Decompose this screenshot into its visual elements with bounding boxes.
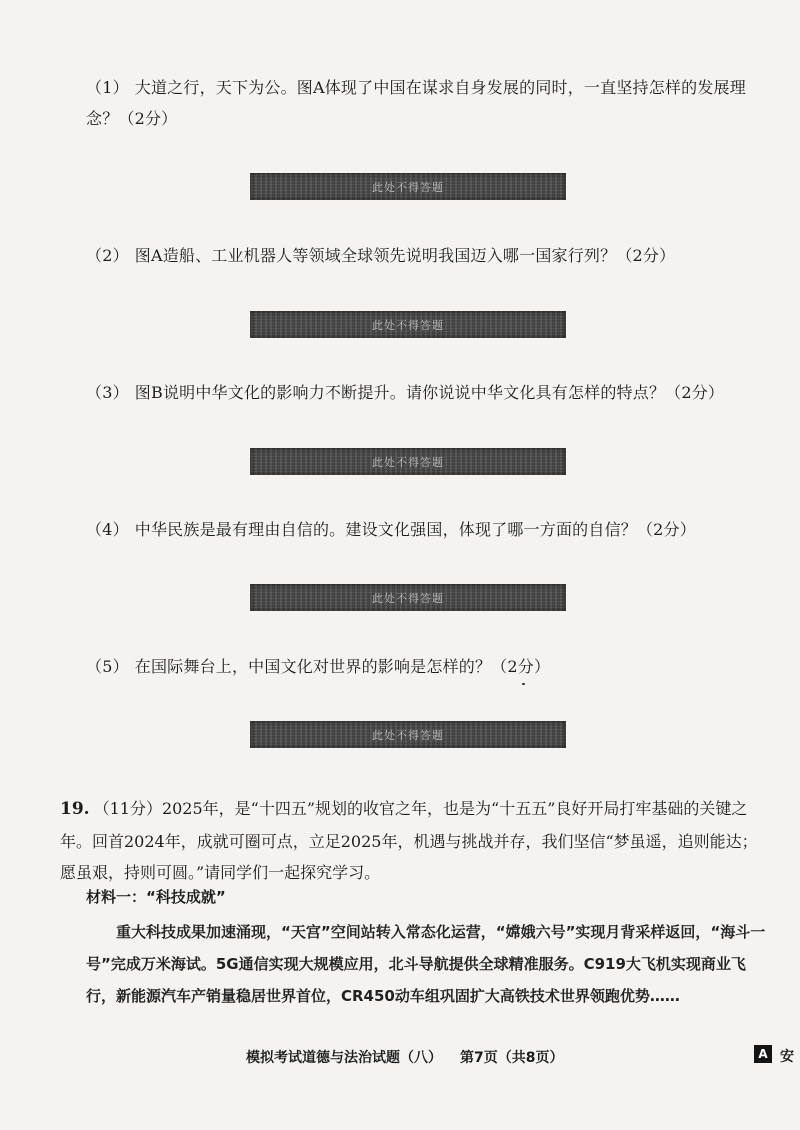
answer-blocked-bar — [250, 173, 566, 200]
answer-bar-label: 此处不得答题 — [372, 591, 444, 605]
question-2 — [86, 240, 766, 271]
question-number: （3） — [86, 383, 129, 402]
exam-title: 模拟考试道德与法治试题（八） — [246, 1050, 442, 1066]
page-number: 第7页（共8页） — [460, 1050, 564, 1066]
question-19 — [60, 793, 765, 889]
page-footer — [0, 1045, 800, 1069]
scan-speck — [522, 683, 525, 685]
question-4 — [86, 514, 766, 545]
question-19-number: 19. — [60, 799, 90, 819]
answer-bar-label: 此处不得答题 — [372, 728, 444, 742]
answer-blocked-bar — [250, 448, 566, 475]
question-text: 图B说明中华文化的影响力不断提升。请你说说中华文化具有怎样的特点？（2分） — [134, 383, 725, 402]
question-number: （5） — [86, 657, 129, 676]
question-text: 中华民族是最有理由自信的。建设文化强国，体现了哪一方面的自信？（2分） — [134, 520, 696, 539]
question-1 — [86, 72, 766, 134]
material-body: 重大科技成果加速涌现，“天宫”空间站转入常态化运营，“嫦娥六号”实现月背采样返回，“海斗一号”完成万米海试。5G通信实现大规模应用，北斗导航提供全球精准服务。C919大飞机实现商业飞行，新能源汽车产销量稳居世界首位，CR450动车组巩固扩大高铁技术世界领跑优势…… — [86, 923, 766, 1005]
answer-blocked-bar — [250, 311, 566, 338]
question-5 — [86, 651, 766, 682]
answer-bar-label: 此处不得答题 — [372, 318, 444, 332]
answer-bar-label: 此处不得答题 — [372, 180, 444, 194]
edge-text: 安 — [780, 1049, 794, 1065]
question-text: 大道之行，天下为公。图A体现了中国在谋求自身发展的同时，一直坚持怎样的发展理念？（2分） — [86, 78, 746, 128]
version-badge: A — [754, 1045, 772, 1063]
question-text: 在国际舞台上，中国文化对世界的影响是怎样的？（2分） — [134, 657, 551, 676]
answer-blocked-bar — [250, 584, 566, 611]
question-number: （1） — [86, 78, 129, 97]
answer-bar-label: 此处不得答题 — [372, 455, 444, 469]
question-text: 图A造船、工业机器人等领域全球领先说明我国迈入哪一国家行列？（2分） — [134, 246, 676, 265]
question-3 — [86, 377, 766, 408]
material-title: 材料一：“科技成就” — [86, 888, 226, 906]
question-19-text: （11分）2025年，是“十四五”规划的收官之年，也是为“十五五”良好开局打牢基础的关键之年。回首2024年，成就可圈可点，立足2025年，机遇与挑战并存，我们坚信“梦虽遥，追则能达；愿虽艰，持则可圆。”请同学们一起探究学习。 — [60, 799, 758, 882]
question-number: （4） — [86, 520, 129, 539]
question-number: （2） — [86, 246, 129, 265]
answer-blocked-bar — [250, 721, 566, 748]
